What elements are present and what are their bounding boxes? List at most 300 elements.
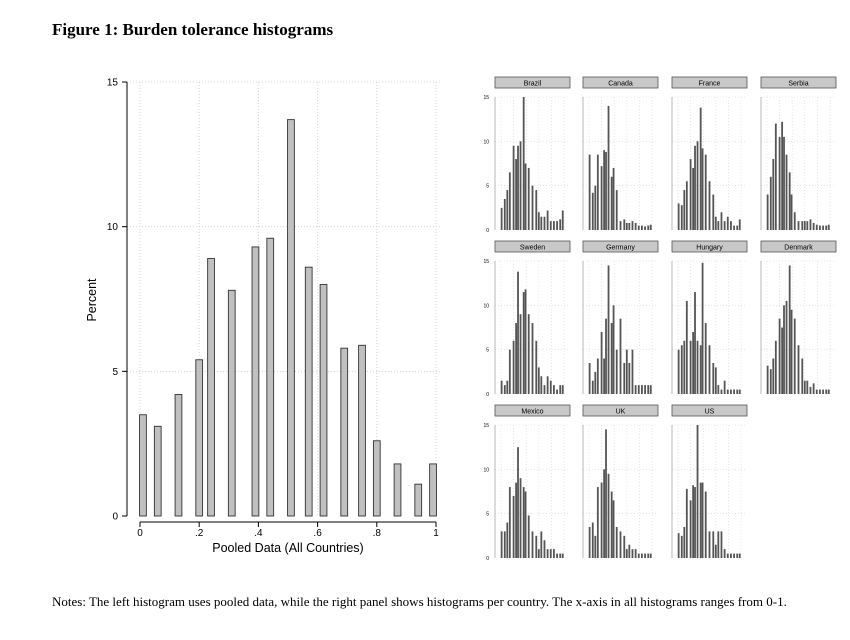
panel-y-tick-label: 10 [483,303,489,310]
country-bar [715,545,717,558]
country-bar [694,292,696,394]
country-bar [822,390,824,394]
country-bar [520,478,522,558]
country-bar [513,146,515,230]
country-bar [523,292,525,394]
country-bar [550,381,552,394]
country-bar [540,376,542,394]
country-bar [702,263,704,394]
x-tick-label: .6 [313,528,322,539]
y-tick-label: 10 [106,222,118,234]
country-bar [686,181,688,230]
country-bar [592,523,594,558]
country-panel-uk [583,405,658,558]
country-bar [523,487,525,558]
country-bar [628,363,630,394]
country-bar [783,305,785,394]
country-panel-serbia [761,77,836,230]
country-bar [770,177,772,230]
y-tick-label: 5 [112,366,118,378]
country-bar [638,554,640,558]
country-bar [816,390,818,394]
country-bar [626,350,628,394]
country-bar [608,474,610,558]
country-bar [513,341,515,394]
country-bar [819,226,821,230]
country-bar [532,186,534,230]
country-panel-denmark [761,241,836,394]
country-bar [789,265,791,394]
country-bar [611,323,613,394]
country-bar [597,359,599,394]
panel-y-tick-label: 10 [483,139,489,146]
country-bar [733,390,735,394]
country-bar [772,159,774,230]
panel-y-tick-label: 5 [486,347,489,354]
panel-y-tick-label: 10 [483,467,489,474]
pooled-bar [373,441,380,516]
country-bar [681,536,683,558]
panel-strip-label: Denmark [784,244,813,252]
country-bar [626,549,628,558]
country-bar [601,332,603,394]
country-bar [647,554,649,558]
country-bar [702,483,704,558]
country-bar [779,319,781,394]
country-bar [611,492,613,559]
country-bar [506,190,508,230]
country-bar [705,492,707,559]
country-bar [540,217,542,230]
country-bar [553,549,555,558]
country-bar [781,122,783,230]
country-bar [594,536,596,558]
country-bar [562,385,564,394]
country-bar [678,203,680,230]
country-bar [715,217,717,230]
country-panel-sweden [483,241,570,398]
country-bar [635,549,637,558]
country-bar [616,527,618,558]
country-bar [775,124,777,230]
panel-strip-label: Canada [608,80,633,88]
country-bar [644,554,646,558]
country-bar [559,385,561,394]
country-bar [724,381,726,394]
country-bar [613,500,615,558]
country-panel-brazil [483,77,570,234]
country-bar [620,319,622,394]
country-bar [727,390,729,394]
country-bar [608,265,610,394]
country-panel-france [672,77,747,230]
country-bar [525,164,527,231]
country-bar [504,385,506,394]
pooled-bar [415,484,422,516]
panel-y-tick-label: 15 [483,259,489,265]
country-bar [717,531,719,558]
country-bar [638,226,640,230]
y-tick-label: 0 [112,511,118,523]
country-bar [603,150,605,230]
country-bar [678,533,680,558]
country-bar [611,177,613,230]
country-bar [804,381,806,394]
y-tick-label: 15 [106,77,118,89]
country-bar [694,146,696,230]
country-bar [547,210,549,230]
country-bar [791,310,793,394]
country-bar [620,221,622,230]
country-bar [733,226,735,230]
panel-strip-label: US [704,408,715,416]
country-bar [798,221,800,230]
country-bar [528,314,530,394]
country-bar [544,217,546,230]
country-bar [562,554,564,558]
country-bar [647,226,649,230]
country-bar [683,190,685,230]
country-bar [715,367,717,394]
pooled-bar [228,290,235,516]
country-bar [683,341,685,394]
country-bar [532,323,534,394]
country-bar [712,531,714,558]
country-bar [686,301,688,394]
country-bar [532,531,534,558]
country-bar [535,536,537,558]
panel-strip-label: Germany [606,244,635,252]
country-bar [592,381,594,394]
panel-strip-label: Mexico [521,408,544,416]
pooled-histogram [85,78,442,556]
country-bar [681,345,683,394]
country-bar [692,485,694,558]
country-bar [730,221,732,230]
country-bar [644,385,646,394]
pooled-bar [430,464,437,516]
country-bar [694,487,696,558]
panel-y-tick-label: 15 [483,423,489,429]
country-bar [681,205,683,230]
country-bar [517,272,519,394]
country-bar [789,172,791,230]
country-bar [528,515,530,558]
country-bar [550,221,552,230]
country-bar [683,527,685,558]
country-bar [767,195,769,230]
country-bar [544,385,546,394]
country-bar [562,210,564,230]
country-bar [515,159,517,230]
country-bar [623,536,625,558]
country-bar [601,483,603,558]
country-bar [697,425,699,558]
pooled-bar [305,267,312,516]
pooled-bar [208,258,215,516]
country-bar [739,219,741,230]
country-bar [692,332,694,394]
x-tick-label: 1 [433,528,439,539]
country-bar [594,372,596,394]
country-bar [806,221,808,230]
country-bar [709,181,711,230]
country-bar [794,319,796,394]
country-bar [779,137,781,230]
country-bar [730,390,732,394]
country-panel-hungary [672,241,747,394]
country-bar [783,137,785,230]
country-bar [535,190,537,230]
country-bar [733,554,735,558]
country-bar [810,219,812,230]
country-bar [702,148,704,230]
country-bar [559,219,561,230]
country-bar [504,199,506,230]
country-bar [717,385,719,394]
country-bar [736,554,738,558]
country-bar [597,487,599,558]
country-bar [626,223,628,230]
country-bar [690,341,692,394]
country-bar [770,369,772,394]
country-bar [724,549,726,558]
country-bar [700,345,702,394]
country-bar [791,195,793,230]
x-tick-label: .2 [195,528,204,539]
country-bar [705,323,707,394]
x-tick-label: .4 [254,528,263,539]
country-bar [813,223,815,230]
country-bar [739,390,741,394]
country-bar [781,328,783,395]
country-bar [767,366,769,394]
country-bar [794,212,796,230]
country-bar [603,469,605,558]
country-bar [822,226,824,230]
country-bar [721,212,723,230]
country-bar [690,500,692,558]
pooled-bar [320,285,327,516]
panel-y-tick-label: 0 [486,228,489,234]
country-bar [717,221,719,230]
country-bar [709,345,711,394]
country-bar [515,323,517,394]
country-bar [535,341,537,394]
country-bar [528,168,530,230]
country-bar [801,221,803,230]
country-bar [506,523,508,558]
country-bar [509,350,511,394]
country-bar [525,289,527,394]
panel-y-tick-label: 0 [486,556,489,562]
country-bar [538,212,540,230]
country-bar [819,390,821,394]
country-bar [592,193,594,230]
country-bar [504,531,506,558]
panel-y-tick-label: 15 [483,95,489,101]
country-panel-us [672,405,747,558]
pooled-bar [140,415,147,516]
panel-strip-label: Sweden [519,244,546,252]
country-bar [616,190,618,230]
panel-strip-label: France [698,80,721,88]
country-bar [709,531,711,558]
country-bar [589,155,591,230]
country-bar [690,159,692,230]
country-bar [623,363,625,394]
country-bar [613,305,615,394]
country-bar [556,221,558,230]
country-panel-germany [583,241,658,394]
country-bar [775,341,777,394]
country-bar [692,168,694,230]
country-bar [813,383,815,394]
country-bar [650,554,652,558]
pooled-bar [196,360,203,516]
country-bar [635,223,637,230]
country-bar [644,226,646,230]
pooled-bar [154,426,161,516]
panel-strip-label: Serbia [788,80,809,88]
country-bar [613,168,615,230]
country-bar [628,223,630,230]
country-bar [553,385,555,394]
country-panel-mexico [483,405,570,562]
country-bar [515,483,517,558]
country-bar [547,376,549,394]
country-bar [816,225,818,230]
country-bar [739,554,741,558]
country-bar [650,225,652,230]
country-bar [628,545,630,558]
country-bar [556,390,558,394]
country-bar [559,554,561,558]
pooled-bar [341,348,348,516]
figure-notes: Notes: The left histogram uses pooled data, while the right panel shows histograms per country. The x-axis in all histograms ranges from 0-1. [52,594,787,609]
country-bar [501,381,503,394]
country-bar [620,531,622,558]
country-bar [686,489,688,558]
pooled-bar [288,120,295,516]
country-bar [501,531,503,558]
country-bar [605,319,607,394]
country-bar [712,363,714,394]
country-bar [544,540,546,558]
country-bar [632,549,634,558]
country-bar [700,483,702,558]
country-bar [678,350,680,394]
country-bar [721,531,723,558]
country-bar [825,390,827,394]
country-bar [801,359,803,394]
country-bar [712,195,714,230]
country-bar [724,221,726,230]
country-bar [804,221,806,230]
country-bar [727,217,729,230]
country-bar [509,172,511,230]
country-bar [616,350,618,394]
country-bar [523,97,525,230]
country-bar [786,301,788,394]
pooled-bar [252,247,259,516]
country-bar [828,225,830,230]
pooled-bar [359,345,366,516]
country-bar [806,381,808,394]
country-bar [538,549,540,558]
panel-strip-label: Hungary [696,244,723,252]
country-bar [538,367,540,394]
country-bar [605,152,607,230]
country-bar [721,390,723,394]
panel-strip-label: Brazil [523,80,542,88]
country-bar [513,496,515,558]
pooled-bar [394,464,401,516]
country-bar [730,554,732,558]
country-bar [509,487,511,558]
figure-title: Figure 1: Burden tolerance histograms [52,20,334,39]
country-bar [603,359,605,394]
country-bar [700,108,702,230]
country-bar [520,314,522,394]
country-bar [641,554,643,558]
country-panel-canada [583,77,658,230]
country-bar [798,345,800,394]
pooled-bar [175,394,182,516]
panel-strip-label: UK [615,408,626,416]
country-bar [772,359,774,394]
country-bar [589,527,591,558]
country-bar [601,166,603,230]
country-bar [650,385,652,394]
country-bar [697,141,699,230]
country-bar [828,390,830,394]
country-bar [605,429,607,558]
country-bar [736,226,738,230]
x-tick-label: 0 [137,528,143,539]
country-bar [810,387,812,394]
country-bar [641,385,643,394]
country-bar [705,155,707,230]
country-bar [825,226,827,230]
country-bar [623,219,625,230]
country-bar [786,155,788,230]
country-bar [638,385,640,394]
panel-y-tick-label: 5 [486,511,489,518]
country-bar [553,221,555,230]
country-bar [727,554,729,558]
country-bar [517,447,519,558]
country-bar [550,549,552,558]
country-bar [506,381,508,394]
y-axis-title: Percent [85,278,99,322]
country-bar [525,492,527,559]
country-bar [632,350,634,394]
country-bar [501,208,503,230]
country-bar [520,141,522,230]
x-axis-title: Pooled Data (All Countries) [212,541,364,555]
pooled-bar [267,238,274,516]
panel-y-tick-label: 5 [486,183,489,190]
country-bar [641,226,643,230]
country-bar [594,186,596,230]
country-bar [597,155,599,230]
panel-y-tick-label: 0 [486,392,489,398]
country-bar [540,531,542,558]
country-bar [647,385,649,394]
country-bar [589,363,591,394]
country-bar [517,146,519,230]
